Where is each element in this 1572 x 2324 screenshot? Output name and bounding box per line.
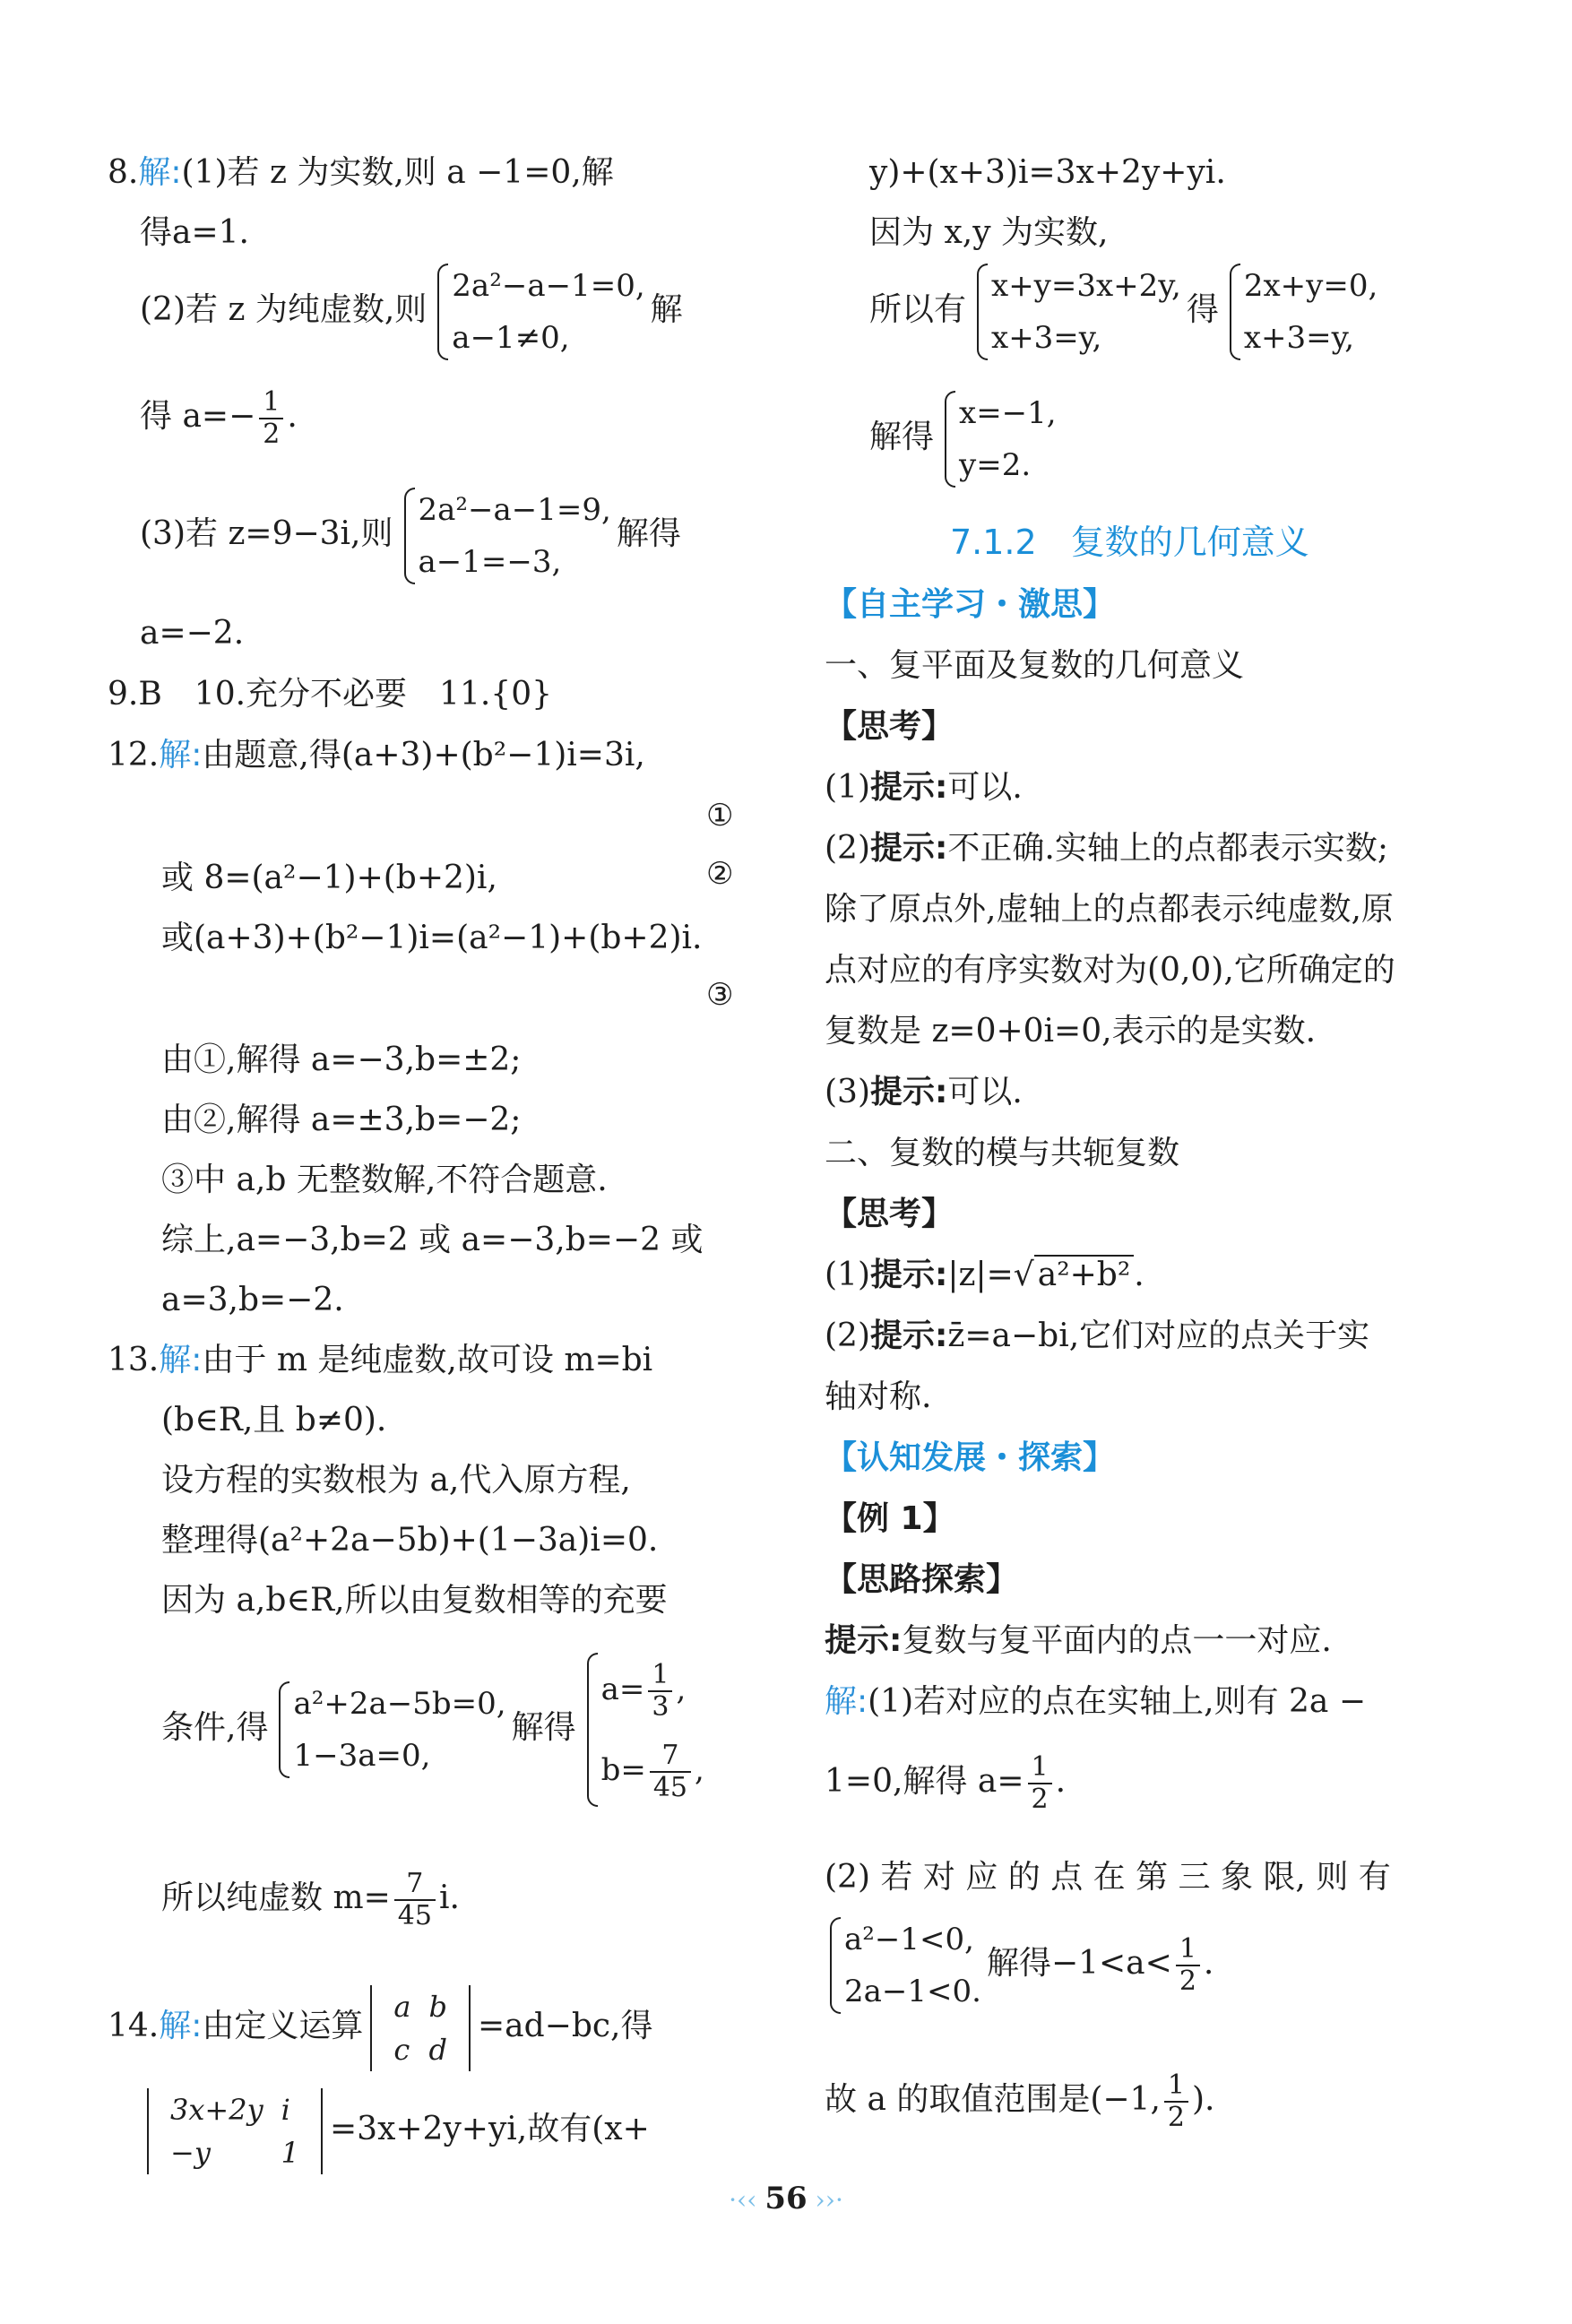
text: 或 8=(a²−1)+(b+2)i, [161,860,497,896]
answers-9-11: 9.B 10.充分不必要 11.{0} [108,676,553,713]
q14-line2 [140,2088,650,2174]
solution-label: 解: [138,154,182,191]
text: 条件,得 [161,1709,269,1746]
text: 设方程的实数根为 a,代入原方程, [161,1462,631,1499]
fraction [1176,1934,1200,1997]
det-cell: 3x+2y [170,2093,263,2127]
text: 除了原点外,虚轴上的点都表示纯虚数,原 [825,891,1394,928]
det-cell: a [393,1990,411,2024]
text: =3x+2y+yi,故有(x+ [330,2111,650,2147]
text: 由定义运算 [202,2008,364,2044]
eq: 2a²−a−1=0, [452,268,645,304]
fraction [394,1869,436,1931]
hint-label: 提示: [870,1074,948,1110]
text: 轴对称. [825,1378,932,1415]
eq: a−1=−3, [418,544,562,580]
solution-line-5 [825,2070,1215,2133]
circled-number: ③ [706,977,734,1013]
think-label: 【思考】 [825,1196,954,1232]
example-label: 【例 1】 [825,1500,955,1537]
q13-line1 [108,1338,652,1383]
fraction [648,1660,672,1723]
text: 可以. [947,769,1023,806]
system-line [869,260,1383,364]
text: (1) [825,769,870,806]
section-label: 【自主学习・激思】 [825,586,1116,623]
solution-system [582,1649,704,1810]
page-number: ·‹‹ 56 ››· [704,2178,868,2221]
text: 所以有 [869,291,967,328]
eq: x+3=y, [991,320,1102,356]
text: 不正确.实轴上的点都表示实数; [947,830,1388,867]
numerator: 1 [1176,1934,1200,1966]
hint-1 [825,765,1023,810]
text: z̄=a−bi,它们对应的点关于实 [947,1318,1370,1354]
text: 故 a 的取值范围是(−1, [825,2081,1161,2118]
circled-number: ① [706,798,734,834]
text: . [1055,1763,1067,1800]
hint-label: 提示: [825,1622,903,1659]
eq [601,1730,704,1810]
denominator: 2 [1167,2102,1186,2133]
solution-label: 解: [159,2008,203,2044]
text: 1=0,解得 a= [825,1763,1024,1800]
hint-6 [825,1619,1332,1663]
denominator: 3 [652,1691,669,1723]
fraction [259,387,283,450]
subheading: 二、复数的模与共轭复数 [825,1135,1180,1171]
numerator: 1 [259,387,283,419]
denominator: 45 [397,1900,432,1931]
det-cell: b [428,1990,447,2024]
fraction [650,1741,691,1803]
radicand: a²+b² [1034,1255,1135,1293]
eq: 2x+y=0, [1243,268,1378,304]
text: 综上,a=−3,b=2 或 a=−3,b=−2 或 [161,1222,704,1258]
hint-5 [825,1314,1369,1359]
equation-system [273,1678,505,1782]
eq: 2a−1<0. [844,1974,981,2009]
text: (1)若对应的点在实轴上,则有 2a − [868,1683,1366,1720]
subheading: 一、复平面及复数的几何意义 [825,647,1245,684]
text: 由题意,得(a+3)+(b²−1)i=3i, [202,737,645,773]
text: , [676,1672,687,1707]
denominator: 2 [263,419,281,450]
q14-line1 [108,1985,652,2071]
text: =ad−bc,得 [477,2008,653,2044]
text: i. [438,1879,460,1916]
text: a=−2. [140,615,245,652]
det-cell: c [393,2033,410,2067]
equation-system [939,387,1057,491]
denominator: 2 [1179,1965,1196,1997]
text: 解得−1<a< [986,1945,1172,1982]
q8-line5 [140,484,681,588]
numerator: 7 [394,1869,436,1901]
solve-line [869,387,1062,491]
solution-label: 解: [825,1683,868,1720]
text: b= [600,1752,646,1788]
hint-4 [825,1253,1144,1298]
text: (1) [825,1257,870,1293]
solution-label: 解: [159,737,203,773]
eq: x+y=3x+2y, [991,268,1181,304]
solution-line [825,1680,1366,1724]
text: (3)若 z=9−3i,则 [140,515,393,552]
eq: 1−3a=0, [293,1738,431,1774]
question-number: 12. [108,737,160,773]
hint-2 [825,826,1388,871]
determinant [370,1985,471,2071]
hint-3 [825,1070,1023,1115]
circled-number: ② [706,856,734,892]
text: 解得 [869,419,935,455]
section-heading: 7.1.2 复数的几何意义 [950,523,1309,562]
det-cell: i [281,2093,290,2127]
q13-result [161,1869,460,1931]
text: 复数是 z=0+0i=0,表示的是实数. [825,1013,1317,1050]
determinant [147,2088,323,2174]
think-label: 【思考】 [825,708,954,745]
page-footer [0,2178,1572,2221]
hint-label: 提示: [870,830,948,867]
numerator: 1 [1028,1752,1052,1784]
text: 因为 x,y 为实数, [869,214,1109,251]
text: ). [1192,2081,1215,2118]
eq: 2a²−a−1=9, [418,492,611,528]
det-cell: d [428,2033,447,2067]
q13-system-line [161,1649,710,1810]
text: , [695,1752,704,1788]
equation-system [399,484,611,588]
question-number: 8. [108,154,139,191]
denominator: 45 [652,1772,688,1803]
eq: a²+2a−5b=0, [293,1686,506,1722]
question-number: 14. [108,2008,160,2044]
eq: y=2. [959,447,1032,483]
numerator: 7 [650,1741,691,1773]
text: 解 [650,291,683,328]
text: |z|= [947,1257,1014,1293]
fraction [1164,2070,1188,2133]
text: 或(a+3)+(b²−1)i=(a²−1)+(b+2)i. [161,920,703,956]
text: (2) [825,830,870,867]
text: 解得 [511,1709,576,1746]
equation-system [432,260,644,364]
det-cell: −y [170,2136,211,2170]
equation-system [825,1914,981,2017]
det-cell: 1 [281,2136,300,2170]
text: (2)若 z 为纯虚数,则 [140,291,428,328]
q8-line1 [108,151,614,195]
text: . [287,398,298,435]
text: 由于 m 是纯虚数,故可设 m=bi [202,1342,653,1378]
hint-label: 提示: [870,1318,948,1354]
text: ③中 a,b 无整数解,不符合题意. [161,1162,608,1198]
question-number: 13. [108,1342,160,1378]
q12-line1 [108,733,645,778]
text: 整理得(a²+2a−5b)+(1−3a)i=0. [161,1522,659,1559]
text: 因为 a,b∈R,所以由复数相等的充要 [161,1582,668,1619]
text: . [1134,1257,1144,1293]
text: a=3,b=−2. [161,1282,344,1318]
text: 得 a=− [140,398,256,435]
hint-label: 提示: [870,1257,948,1293]
solution-label: 解: [159,1342,203,1378]
text: 点对应的有序实数对为(0,0),它所确定的 [825,952,1395,989]
sqrt: √ a²+b² [1014,1255,1135,1293]
text: 得a=1. [140,214,249,251]
text: (2) [825,1318,870,1354]
eq: a−1≠0, [452,320,570,356]
text: (2) 若 对 应 的 点 在 第 三 象 限, 则 有 [825,1859,1391,1896]
text: 由②,解得 a=±3,b=−2; [161,1102,522,1138]
numerator: 1 [648,1660,672,1692]
numerator: 1 [1164,2070,1188,2103]
eq: a²−1<0, [844,1922,974,1957]
solution-line-4 [825,1914,1214,2017]
fraction [1028,1752,1052,1815]
path-label: 【思路探索】 [825,1561,1019,1598]
equation-system [972,260,1181,364]
solution-line-2 [825,1752,1066,1815]
section-label: 【认知发展・探索】 [825,1439,1116,1476]
text: 得 [1186,291,1219,328]
text: (3) [825,1074,870,1110]
text: . [1203,1945,1214,1982]
eq: x+3=y, [1243,320,1355,356]
eq [601,1649,704,1730]
text: y)+(x+3)i=3x+2y+yi. [869,154,1226,191]
hint-label: 提示: [870,769,948,806]
text: 由①,解得 a=−3,b=±2; [161,1041,522,1078]
equation-system [1224,260,1378,364]
eq: x=−1, [959,395,1057,431]
q8-line4 [140,387,298,450]
text: (1)若 z 为实数,则 a −1=0,解 [181,154,614,191]
denominator: 2 [1031,1784,1049,1815]
text: 可以. [947,1074,1023,1110]
text: a= [600,1672,645,1707]
q8-line3 [140,260,683,364]
text: 复数与复平面内的点一一对应. [902,1622,1332,1659]
text: (b∈R,且 b≠0). [161,1402,387,1438]
text: 解得 [616,515,681,552]
text: 所以纯虚数 m= [161,1879,391,1916]
